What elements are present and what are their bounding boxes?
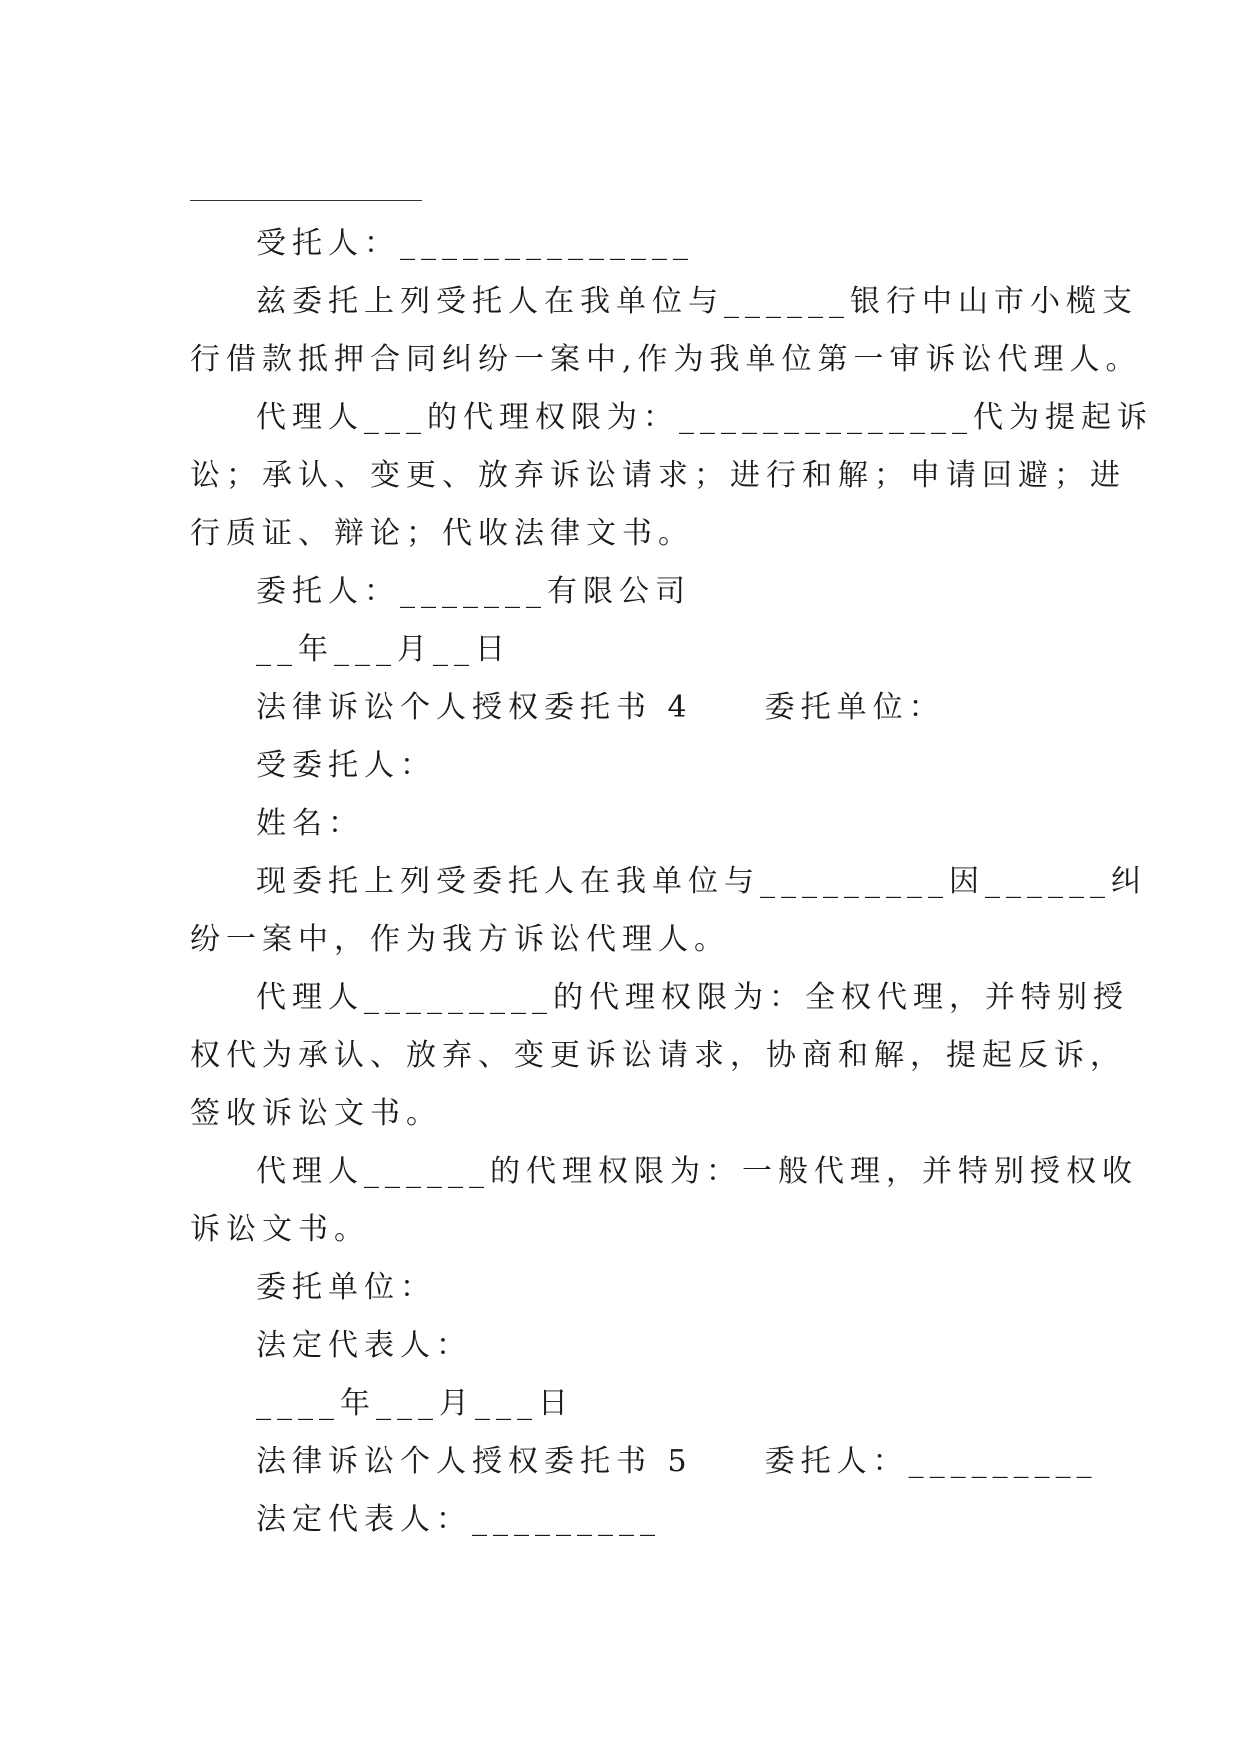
text-line: 代理人_________的代理权限为：全权代理，并特别授 bbox=[256, 980, 1129, 1015]
text-line: 兹委托上列受托人在我单位与______银行中山市小榄支 bbox=[256, 284, 1138, 319]
top-blank-rule bbox=[190, 200, 422, 201]
text-line-name: 姓名： bbox=[256, 806, 364, 841]
text-line: 行质证、辩论；代收法律文书。 bbox=[190, 516, 694, 551]
section-heading-4: 法律诉讼个人授权委托书 4 委托单位： bbox=[256, 690, 945, 725]
text-line: 签收诉讼文书。 bbox=[190, 1096, 442, 1131]
text-line-date: ____年___月___日 bbox=[256, 1386, 574, 1421]
text-line: 行借款抵押合同纠纷一案中,作为我单位第一审诉讼代理人。 bbox=[190, 342, 1142, 377]
text-line: 讼；承认、变更、放弃诉讼请求；进行和解；申请回避；进 bbox=[190, 458, 1126, 493]
text-line-entrusted-person: 受托人：______________ bbox=[256, 226, 694, 261]
text-line: 代理人______的代理权限为：一般代理，并特别授权收 bbox=[256, 1154, 1138, 1189]
text-line: 代理人___的代理权限为：______________代为提起诉 bbox=[256, 400, 1153, 435]
text-line: 纷一案中，作为我方诉讼代理人。 bbox=[190, 922, 730, 957]
text-line-client: 委托人：_______有限公司 bbox=[256, 574, 691, 609]
section-heading-5: 法律诉讼个人授权委托书 5 委托人：_________ bbox=[256, 1444, 1098, 1479]
text-line: 诉讼文书。 bbox=[190, 1212, 370, 1247]
text-line: 受委托人： bbox=[256, 748, 436, 783]
text-line-date: __年___月__日 bbox=[256, 632, 511, 667]
text-line-legal-rep: 法定代表人：_________ bbox=[256, 1502, 661, 1537]
text-line-legal-rep: 法定代表人： bbox=[256, 1328, 472, 1363]
text-line: 权代为承认、放弃、变更诉讼请求，协商和解，提起反诉， bbox=[190, 1038, 1126, 1073]
text-line: 现委托上列受委托人在我单位与_________因______纠 bbox=[256, 864, 1147, 899]
text-line-client-unit: 委托单位： bbox=[256, 1270, 436, 1305]
